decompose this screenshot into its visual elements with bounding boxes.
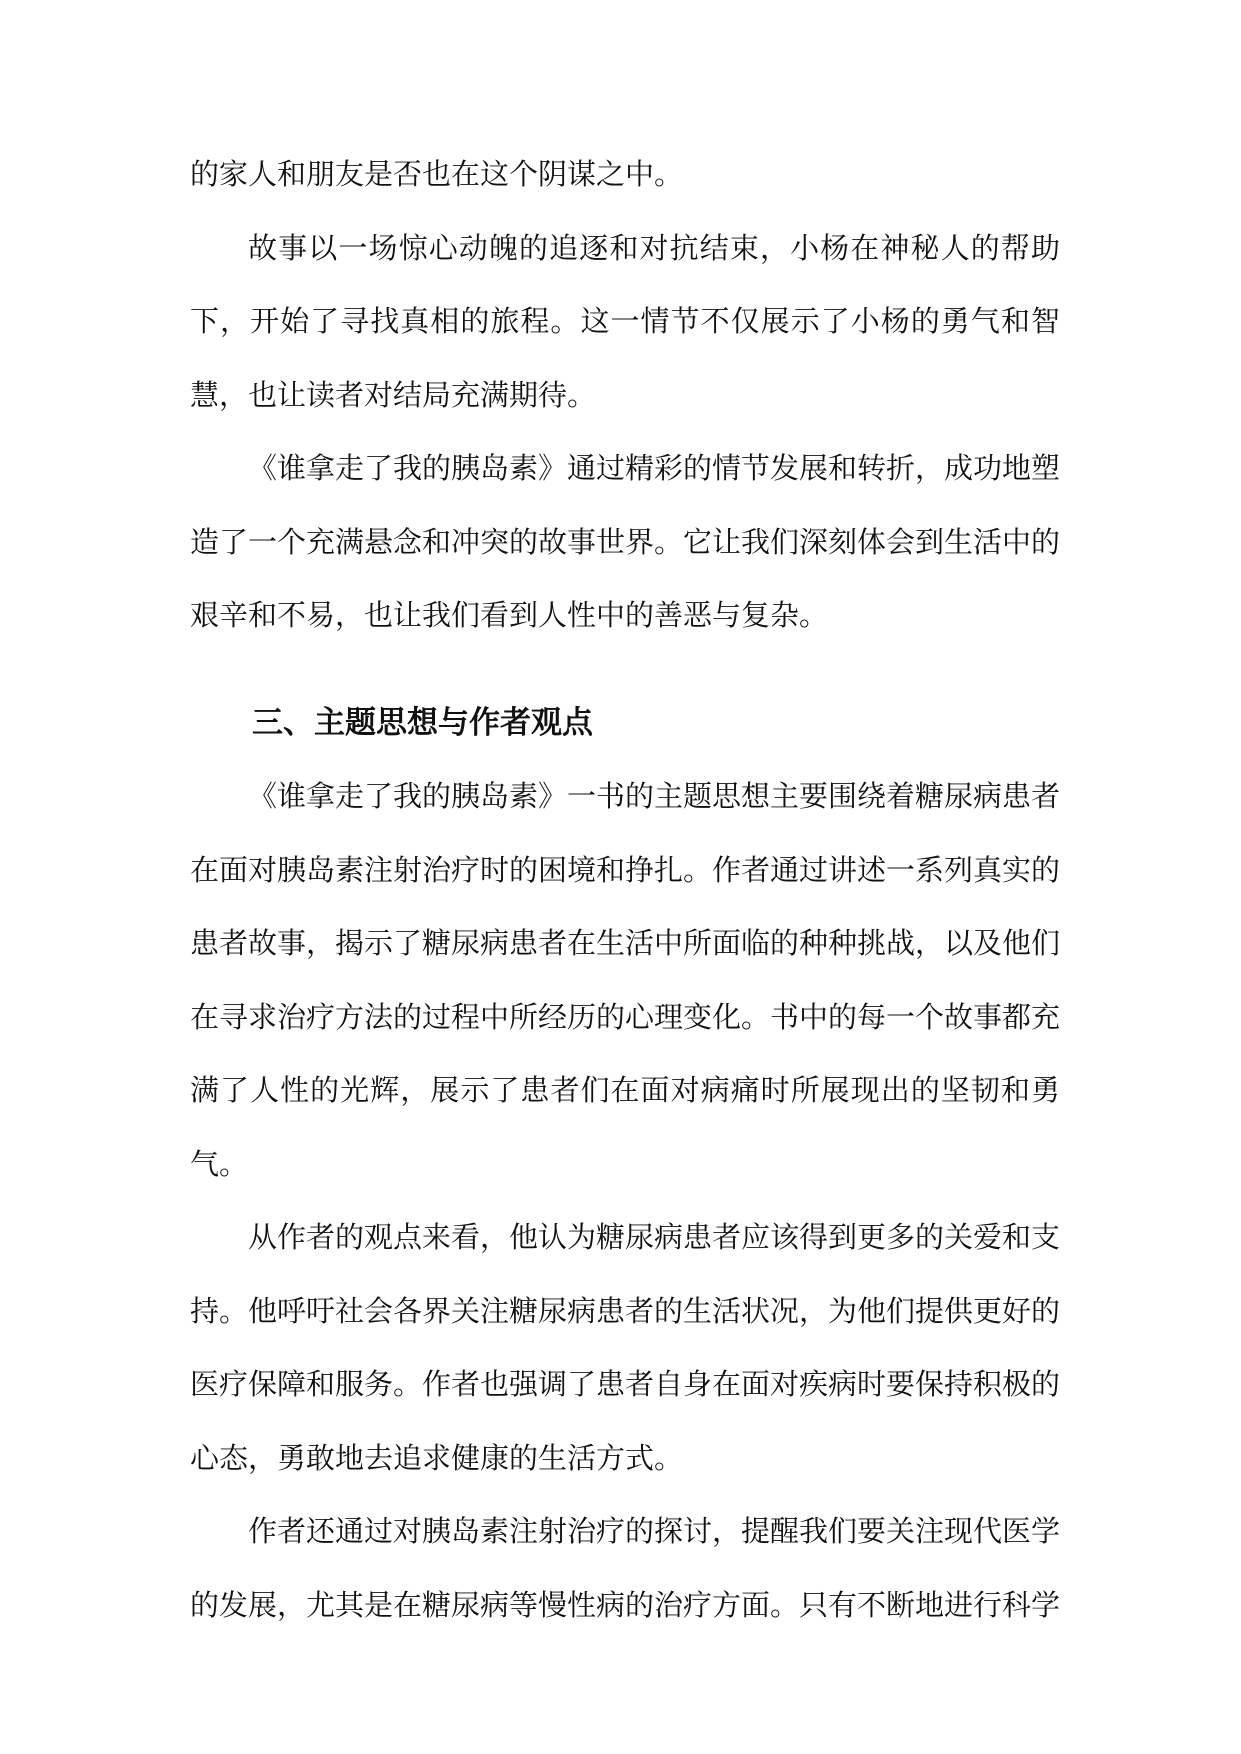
document-body	[190, 138, 1060, 1642]
paragraph: 《谁拿走了我的胰岛素》一书的主题思想主要围绕着糖尿病患者在面对胰岛素注射治疗时的困境和挣扎。作者通过讲述一系列真实的患者故事，揭示了糖尿病患者在生活中所面临的种种挑战，以及他们在寻求治疗方法的过程中所经历的心理变化。书中的每一个故事都充满了人性的光辉，展示了患者们在面对病痛时所展现出的坚韧和勇气。	[190, 779, 1061, 1181]
paragraph: 从作者的观点来看，他认为糖尿病患者应该得到更多的关爱和支持。他呼吁社会各界关注糖尿病患者的生活状况，为他们提供更好的医疗保障和服务。作者也强调了患者自身在面对疾病时要保持积极的心态，勇敢地去追求健康的生活方式。	[190, 1220, 1061, 1475]
section-heading: 三、主题思想与作者观点	[252, 704, 593, 741]
paragraph: 作者还通过对胰岛素注射治疗的探讨，提醒我们要关注现代医学的发展，尤其是在糖尿病等慢性病的治疗方面。只有不断地进行科学	[190, 1514, 1061, 1622]
paragraph: 故事以一场惊心动魄的追逐和对抗结束，小杨在神秘人的帮助下，开始了寻找真相的旅程。这一情节不仅展示了小杨的勇气和智慧，也让读者对结局充满期待。	[190, 230, 1060, 412]
paragraph-continuation: 的家人和朋友是否也在这个阴谋之中。	[190, 157, 684, 191]
paragraph: 《谁拿走了我的胰岛素》通过精彩的情节发展和转折，成功地塑造了一个充满悬念和冲突的故事世界。它让我们深刻体会到生活中的艰辛和不易，也让我们看到人性中的善恶与复杂。	[190, 451, 1061, 632]
